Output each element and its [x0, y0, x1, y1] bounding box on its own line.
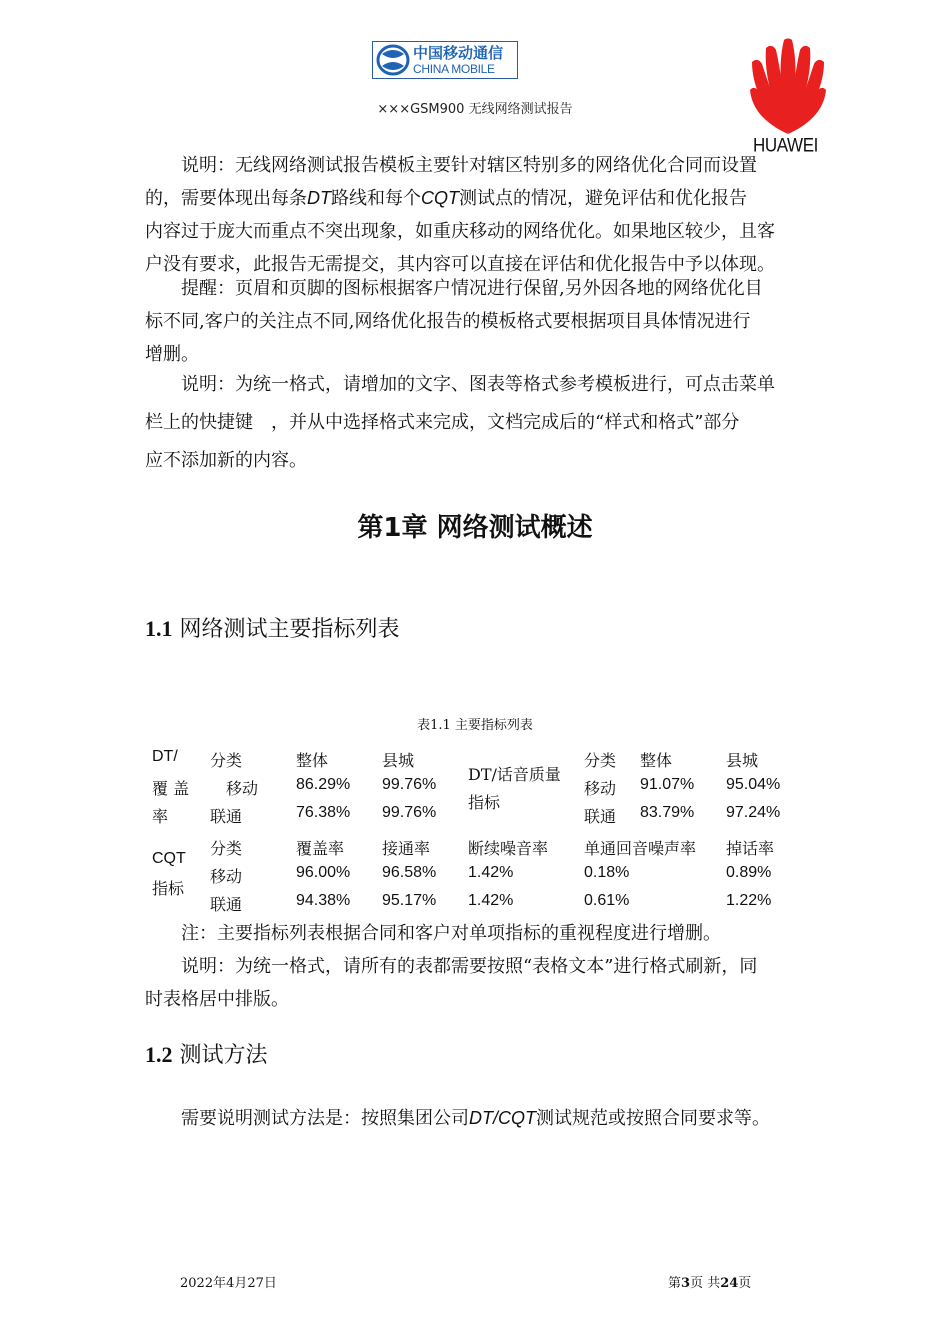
table-format-note: [145, 950, 845, 1016]
note-line: 时表格居中排版。: [145, 989, 289, 1010]
china-mobile-logo-zh: 中国移动通信: [413, 43, 504, 62]
intro-paragraph-2: [145, 272, 845, 371]
text-run: 页: [738, 1276, 752, 1291]
table-cell: 86.29%: [296, 776, 351, 793]
intro-p3-line: 栏上的快捷键 ，并从中选择格式来完成，文档完成后的“样式和格式”部分: [145, 412, 740, 433]
huawei-petals-icon: [750, 38, 826, 134]
table-note: [145, 917, 845, 950]
table-cell: 95.17%: [382, 892, 437, 909]
intro-paragraph-1: [145, 149, 845, 281]
china-mobile-mark-icon: [373, 42, 413, 78]
china-mobile-logo: [372, 41, 518, 79]
intro-p1-line: 户没有要求，此报告无需提交，其内容可以直接在评估和优化报告中予以体现。: [145, 254, 775, 275]
table-cell: 移动: [226, 779, 259, 798]
intro-p1-line: [145, 182, 845, 215]
table-caption: 表1.1 主要指标列表: [417, 718, 533, 733]
table-cell: 97.24%: [726, 804, 781, 821]
intro-p3-line: 应不添加新的内容。: [145, 450, 307, 471]
table-cell: 99.76%: [382, 804, 437, 821]
section-heading-1-2: [145, 1038, 268, 1069]
table-header: 单通回音噪声率: [584, 839, 697, 858]
table-cell: 0.61%: [584, 892, 630, 909]
table-header: 分类: [210, 751, 243, 770]
table-header: 分类: [210, 839, 243, 858]
page-total: 24: [720, 1276, 739, 1291]
intro-p2-line: 提醒：页眉和页脚的图标根据客户情况进行保留,另外因各地的网络优化目: [181, 278, 763, 299]
section-title: 测试方法: [172, 1043, 268, 1068]
table-cell: 76.38%: [296, 804, 351, 821]
intro-paragraph-3: [145, 366, 845, 480]
section-number: 1.2: [145, 1042, 173, 1067]
dt-cover-label: 覆 盖: [152, 779, 190, 798]
text-run: 测试点的情况，避免评估和优化报告: [459, 188, 747, 209]
footer-page-number: [668, 1272, 751, 1291]
table-header: 掉话率: [726, 839, 775, 858]
section-number: 1.1: [145, 616, 173, 641]
table-cell: 联通: [584, 807, 617, 826]
page-current: 3: [681, 1276, 691, 1291]
section-title: 网络测试主要指标列表: [172, 617, 400, 642]
table-header: 县城: [726, 751, 759, 770]
dt-voice-label: 指标: [468, 793, 501, 812]
method-paragraph: [145, 1102, 845, 1135]
table-cell: 95.04%: [726, 776, 781, 793]
cqt-label: 指标: [152, 879, 185, 898]
dt-cover-label: 率: [152, 807, 169, 826]
china-mobile-logo-en: CHINA MOBILE: [413, 61, 495, 76]
cqt-term: CQT: [421, 188, 459, 208]
dt-term: DT: [307, 188, 331, 208]
text-run: 页 共: [690, 1276, 721, 1291]
intro-p3-line: 说明：为统一格式，请增加的文字、图表等格式参考模板进行，可点击菜单: [181, 374, 775, 395]
table-cell: 91.07%: [640, 776, 695, 793]
chapter-title: 第1章 网络测试概述: [357, 513, 593, 543]
text-run: 需要说明测试方法是：按照集团公司: [181, 1108, 469, 1129]
table-cell: 96.58%: [382, 864, 437, 881]
dt-cqt-term: DT/CQT: [469, 1108, 536, 1128]
table-header: 断续噪音率: [468, 839, 549, 858]
table-cell: 移动: [584, 779, 617, 798]
note-line: 说明：为统一格式，请所有的表都需要按照“表格文本”进行格式刷新，同: [181, 956, 758, 977]
table-cell: 1.42%: [468, 864, 514, 881]
dt-cover-label: DT/: [152, 748, 178, 765]
table-header: 分类: [584, 751, 617, 770]
table-cell: 96.00%: [296, 864, 351, 881]
table-cell: 移动: [210, 867, 243, 886]
table-cell: 1.42%: [468, 892, 514, 909]
footer-date: 2022年4月27日: [180, 1276, 277, 1291]
text-run: 测试规范或按照合同要求等。: [536, 1108, 770, 1129]
table-cell: 83.79%: [640, 804, 695, 821]
table-cell: 0.18%: [584, 864, 630, 881]
note-line: 注：主要指标列表根据合同和客户对单项指标的重视程度进行增删。: [181, 923, 721, 944]
intro-p1-line: 内容过于庞大而重点不突出现象，如重庆移动的网络优化。如果地区较少，且客: [145, 221, 775, 242]
doc-header-title: ×××GSM900 无线网络测试报告: [377, 102, 573, 117]
intro-p1-line: 说明：无线网络测试报告模板主要针对辖区特别多的网络优化合同而设置: [181, 155, 757, 176]
table-cell: 联通: [210, 895, 243, 914]
text-run: 的，需要体现出每条: [145, 188, 307, 209]
table-header: 县城: [382, 751, 415, 770]
intro-p2-line: 增删。: [145, 344, 199, 365]
section-heading-1-1: [145, 612, 400, 643]
table-cell: 99.76%: [382, 776, 437, 793]
table-header: 接通率: [382, 839, 431, 858]
dt-voice-label: DT/话音质量: [468, 765, 561, 784]
table-cell: 94.38%: [296, 892, 351, 909]
table-header: 整体: [296, 751, 329, 770]
table-cell: 1.22%: [726, 892, 772, 909]
table-cell: 0.89%: [726, 864, 772, 881]
table-cell: 联通: [210, 807, 243, 826]
huawei-logo-text: HUAWEI: [753, 134, 818, 156]
table-header: 覆盖率: [296, 839, 345, 858]
text-run: 路线和每个: [331, 188, 421, 209]
cqt-label: CQT: [152, 850, 186, 867]
text-run: 第: [668, 1276, 682, 1291]
table-header: 整体: [640, 751, 673, 770]
intro-p2-line: 标不同,客户的关注点不同,网络优化报告的模板格式要根据项目具体情况进行: [145, 311, 751, 332]
